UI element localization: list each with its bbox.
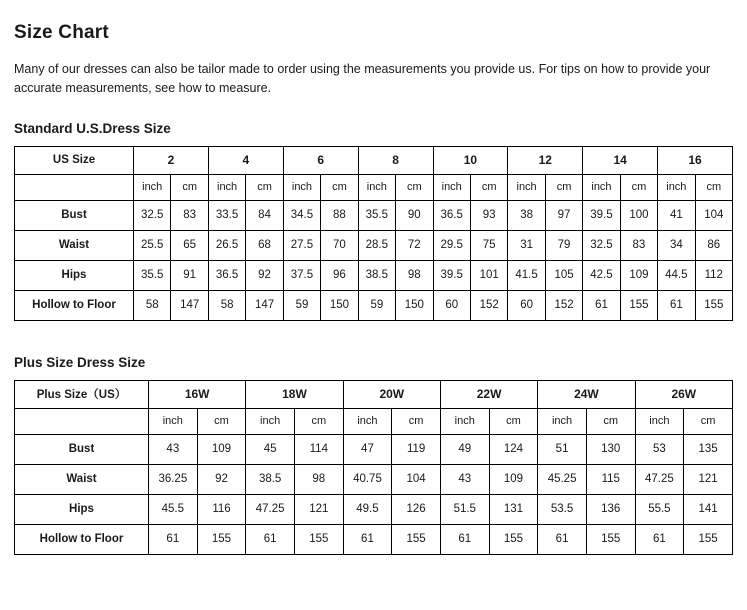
standard-unit-label: inch: [658, 174, 695, 200]
table-row: [15, 464, 733, 494]
standard-measurement-cell: 36.5: [208, 260, 245, 290]
standard-measurement-cell: 72: [396, 230, 433, 260]
standard-measurement-cell: 39.5: [433, 260, 470, 290]
standard-measurement-cell: 28.5: [358, 230, 395, 260]
plus-measurement-cell: 45.5: [149, 494, 198, 524]
plus-header-row: [15, 380, 733, 408]
standard-measurement-cell: 109: [620, 260, 657, 290]
standard-measurement-cell: 152: [470, 290, 507, 320]
plus-unit-label: cm: [489, 408, 538, 434]
plus-measurement-cell: 51.5: [440, 494, 489, 524]
plus-size-header: 18W: [246, 380, 343, 408]
plus-measurement-cell: 155: [294, 524, 343, 554]
standard-measurement-cell: 112: [695, 260, 732, 290]
standard-measurement-cell: 88: [321, 200, 358, 230]
standard-measurement-cell: 150: [321, 290, 358, 320]
standard-unit-label: cm: [545, 174, 582, 200]
plus-units-blank-cell: [15, 408, 149, 434]
standard-unit-label: cm: [321, 174, 358, 200]
standard-size-header: 2: [134, 146, 209, 174]
plus-measurement-cell: 45: [246, 434, 295, 464]
standard-measurement-cell: 70: [321, 230, 358, 260]
standard-row-label: Hips: [15, 260, 134, 290]
plus-row-label: Bust: [15, 434, 149, 464]
standard-measurement-cell: 61: [583, 290, 620, 320]
standard-measurement-cell: 101: [470, 260, 507, 290]
plus-measurement-cell: 109: [489, 464, 538, 494]
plus-measurement-cell: 61: [246, 524, 295, 554]
standard-measurement-cell: 100: [620, 200, 657, 230]
plus-unit-label: cm: [586, 408, 635, 434]
plus-unit-label: inch: [149, 408, 198, 434]
plus-measurement-cell: 155: [684, 524, 733, 554]
plus-size-header: 24W: [538, 380, 635, 408]
plus-measurement-cell: 131: [489, 494, 538, 524]
table-row: [15, 494, 733, 524]
standard-measurement-cell: 147: [171, 290, 208, 320]
table-row: [15, 230, 733, 260]
standard-size-header: 10: [433, 146, 508, 174]
standard-row-label: Waist: [15, 230, 134, 260]
plus-measurement-cell: 51: [538, 434, 587, 464]
standard-measurement-cell: 90: [396, 200, 433, 230]
plus-unit-label: cm: [294, 408, 343, 434]
table-row: [15, 524, 733, 554]
standard-measurement-cell: 92: [246, 260, 283, 290]
standard-measurement-cell: 42.5: [583, 260, 620, 290]
plus-measurement-cell: 115: [586, 464, 635, 494]
standard-measurement-cell: 104: [695, 200, 732, 230]
standard-units-blank-cell: [15, 174, 134, 200]
plus-measurement-cell: 124: [489, 434, 538, 464]
plus-unit-label: inch: [635, 408, 684, 434]
plus-measurement-cell: 61: [343, 524, 392, 554]
standard-measurement-cell: 34.5: [283, 200, 320, 230]
standard-measurement-cell: 58: [134, 290, 171, 320]
plus-unit-label: inch: [343, 408, 392, 434]
plus-measurement-cell: 40.75: [343, 464, 392, 494]
standard-measurement-cell: 44.5: [658, 260, 695, 290]
plus-measurement-cell: 126: [392, 494, 441, 524]
standard-measurement-cell: 147: [246, 290, 283, 320]
standard-unit-label: cm: [695, 174, 732, 200]
plus-unit-label: cm: [392, 408, 441, 434]
standard-unit-label: inch: [358, 174, 395, 200]
plus-row-label: Hollow to Floor: [15, 524, 149, 554]
plus-measurement-cell: 155: [489, 524, 538, 554]
standard-size-header: 6: [283, 146, 358, 174]
standard-measurement-cell: 68: [246, 230, 283, 260]
standard-size-header: 8: [358, 146, 433, 174]
standard-unit-label: inch: [283, 174, 320, 200]
standard-measurement-cell: 41: [658, 200, 695, 230]
standard-unit-label: cm: [620, 174, 657, 200]
standard-measurement-cell: 96: [321, 260, 358, 290]
standard-measurement-cell: 31: [508, 230, 545, 260]
plus-measurement-cell: 121: [684, 464, 733, 494]
standard-measurement-cell: 155: [695, 290, 732, 320]
standard-measurement-cell: 79: [545, 230, 582, 260]
plus-row-label: Hips: [15, 494, 149, 524]
standard-measurement-cell: 34: [658, 230, 695, 260]
standard-size-heading: Standard U.S.Dress Size: [14, 120, 171, 136]
plus-measurement-cell: 47: [343, 434, 392, 464]
standard-measurement-cell: 26.5: [208, 230, 245, 260]
plus-measurement-cell: 92: [197, 464, 246, 494]
standard-row-label: Bust: [15, 200, 134, 230]
plus-measurement-cell: 136: [586, 494, 635, 524]
plus-measurement-cell: 98: [294, 464, 343, 494]
standard-measurement-cell: 152: [545, 290, 582, 320]
plus-measurement-cell: 43: [149, 434, 198, 464]
plus-measurement-cell: 155: [392, 524, 441, 554]
page-title: Size Chart: [14, 22, 109, 43]
standard-size-table: [14, 146, 733, 321]
standard-measurement-cell: 37.5: [283, 260, 320, 290]
standard-unit-label: cm: [396, 174, 433, 200]
plus-measurement-cell: 43: [440, 464, 489, 494]
plus-size-header: 26W: [635, 380, 732, 408]
plus-size-heading: Plus Size Dress Size: [14, 354, 146, 370]
standard-size-header: 4: [208, 146, 283, 174]
standard-unit-label: inch: [134, 174, 171, 200]
plus-measurement-cell: 61: [538, 524, 587, 554]
standard-measurement-cell: 150: [396, 290, 433, 320]
standard-measurement-cell: 59: [358, 290, 395, 320]
plus-measurement-cell: 61: [440, 524, 489, 554]
plus-measurement-cell: 61: [149, 524, 198, 554]
standard-measurement-cell: 38: [508, 200, 545, 230]
plus-corner-label: Plus Size（US）: [15, 380, 149, 408]
standard-measurement-cell: 27.5: [283, 230, 320, 260]
plus-measurement-cell: 61: [635, 524, 684, 554]
plus-measurement-cell: 109: [197, 434, 246, 464]
standard-measurement-cell: 61: [658, 290, 695, 320]
plus-measurement-cell: 36.25: [149, 464, 198, 494]
standard-measurement-cell: 86: [695, 230, 732, 260]
plus-measurement-cell: 47.25: [246, 494, 295, 524]
standard-size-header: 14: [583, 146, 658, 174]
plus-measurement-cell: 141: [684, 494, 733, 524]
plus-measurement-cell: 130: [586, 434, 635, 464]
standard-measurement-cell: 58: [208, 290, 245, 320]
plus-measurement-cell: 135: [684, 434, 733, 464]
standard-measurement-cell: 105: [545, 260, 582, 290]
standard-measurement-cell: 35.5: [134, 260, 171, 290]
plus-size-header: 22W: [440, 380, 537, 408]
standard-measurement-cell: 75: [470, 230, 507, 260]
plus-measurement-cell: 53.5: [538, 494, 587, 524]
plus-unit-label: inch: [538, 408, 587, 434]
standard-unit-label: cm: [171, 174, 208, 200]
standard-unit-label: inch: [208, 174, 245, 200]
table-row: [15, 260, 733, 290]
standard-measurement-cell: 83: [171, 200, 208, 230]
standard-measurement-cell: 32.5: [134, 200, 171, 230]
plus-measurement-cell: 49.5: [343, 494, 392, 524]
standard-size-header: 16: [658, 146, 733, 174]
standard-measurement-cell: 59: [283, 290, 320, 320]
standard-measurement-cell: 39.5: [583, 200, 620, 230]
plus-measurement-cell: 38.5: [246, 464, 295, 494]
intro-paragraph: Many of our dresses can also be tailor made to order using the measurements you provide us. For tips on how to provide your accurate measurements, see how to measure.: [14, 62, 711, 96]
table-row: [15, 434, 733, 464]
plus-units-row: [15, 408, 733, 434]
plus-size-header: 20W: [343, 380, 440, 408]
standard-size-header: 12: [508, 146, 583, 174]
plus-measurement-cell: 55.5: [635, 494, 684, 524]
plus-measurement-cell: 119: [392, 434, 441, 464]
plus-measurement-cell: 104: [392, 464, 441, 494]
standard-measurement-cell: 83: [620, 230, 657, 260]
plus-measurement-cell: 121: [294, 494, 343, 524]
plus-measurement-cell: 116: [197, 494, 246, 524]
plus-measurement-cell: 114: [294, 434, 343, 464]
plus-measurement-cell: 47.25: [635, 464, 684, 494]
standard-unit-label: cm: [246, 174, 283, 200]
standard-unit-label: inch: [433, 174, 470, 200]
standard-measurement-cell: 91: [171, 260, 208, 290]
standard-measurement-cell: 93: [470, 200, 507, 230]
plus-measurement-cell: 45.25: [538, 464, 587, 494]
plus-unit-label: inch: [440, 408, 489, 434]
plus-measurement-cell: 49: [440, 434, 489, 464]
plus-measurement-cell: 53: [635, 434, 684, 464]
standard-measurement-cell: 29.5: [433, 230, 470, 260]
plus-measurement-cell: 155: [586, 524, 635, 554]
standard-measurement-cell: 155: [620, 290, 657, 320]
standard-unit-label: inch: [583, 174, 620, 200]
standard-measurement-cell: 97: [545, 200, 582, 230]
plus-size-header: 16W: [149, 380, 246, 408]
plus-unit-label: cm: [197, 408, 246, 434]
plus-unit-label: cm: [684, 408, 733, 434]
standard-unit-label: cm: [470, 174, 507, 200]
plus-measurement-cell: 155: [197, 524, 246, 554]
standard-unit-label: inch: [508, 174, 545, 200]
standard-measurement-cell: 60: [433, 290, 470, 320]
standard-measurement-cell: 25.5: [134, 230, 171, 260]
standard-corner-label: US Size: [15, 146, 134, 174]
standard-measurement-cell: 84: [246, 200, 283, 230]
table-row: [15, 290, 733, 320]
plus-size-table: [14, 380, 733, 555]
standard-measurement-cell: 60: [508, 290, 545, 320]
standard-measurement-cell: 98: [396, 260, 433, 290]
plus-unit-label: inch: [246, 408, 295, 434]
standard-measurement-cell: 36.5: [433, 200, 470, 230]
standard-measurement-cell: 38.5: [358, 260, 395, 290]
standard-units-row: [15, 174, 733, 200]
standard-row-label: Hollow to Floor: [15, 290, 134, 320]
standard-measurement-cell: 35.5: [358, 200, 395, 230]
standard-header-row: [15, 146, 733, 174]
table-row: [15, 200, 733, 230]
standard-measurement-cell: 33.5: [208, 200, 245, 230]
standard-measurement-cell: 32.5: [583, 230, 620, 260]
standard-measurement-cell: 41.5: [508, 260, 545, 290]
standard-measurement-cell: 65: [171, 230, 208, 260]
plus-row-label: Waist: [15, 464, 149, 494]
